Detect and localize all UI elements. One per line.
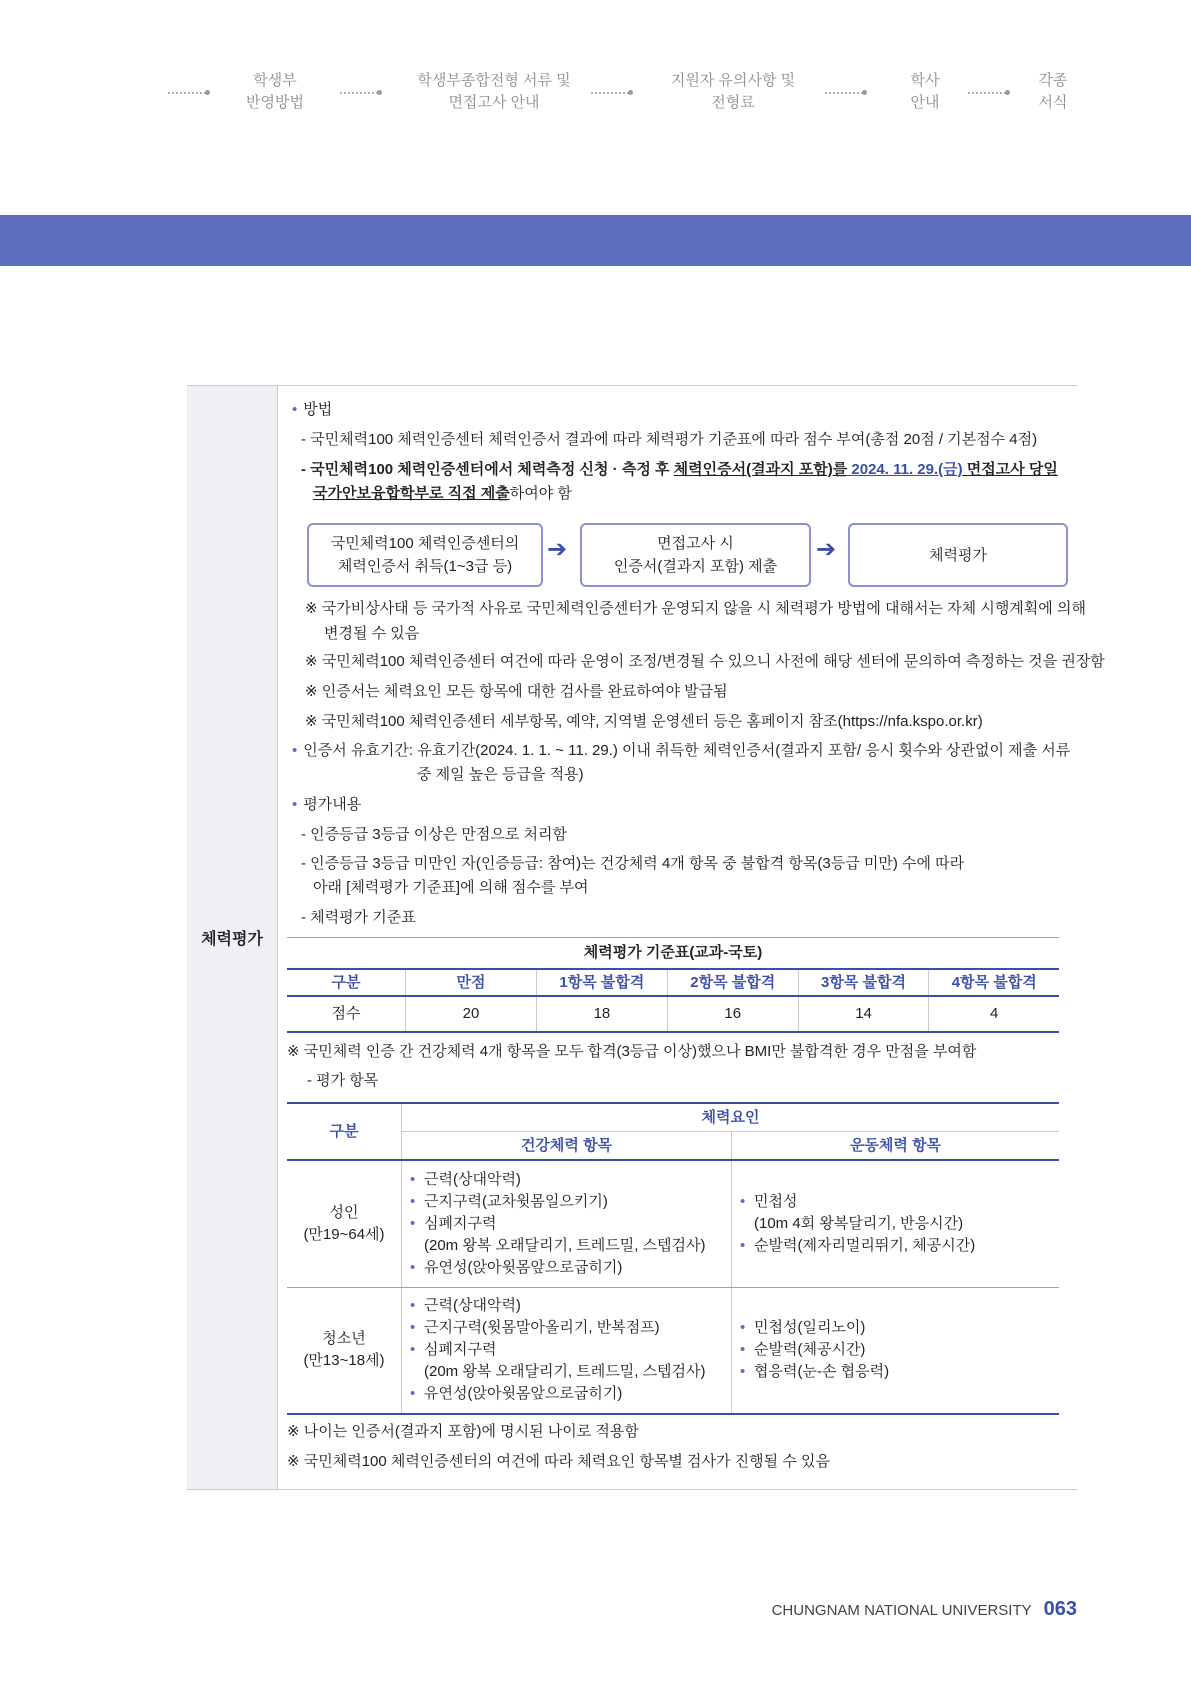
score-header-cell: 1항목 불합격 [537, 969, 668, 996]
flow-step-submit: 면접고사 시 인증서(결과지 포함) 제출 [580, 523, 811, 587]
items-table-header [287, 1103, 1059, 1132]
list-item: • 심폐지구력 (20m 왕복 오래달리기, 트레드밀, 스텝검사) [410, 1213, 723, 1257]
flow-step-certificate: 국민체력100 체력인증센터의 체력인증서 취득(1~3급 등) [307, 523, 543, 587]
score-header-cell: 2항목 불합격 [667, 969, 798, 996]
items-label: - 평가 항목 [307, 1072, 379, 1089]
items-header-health: 건강체력 항목 [402, 1132, 732, 1161]
eval-line-2: - 인증등급 3등급 미만인 자(인증등급: 참여)는 건강체력 4개 항목 중 불합격 항목(3등급 미만) 수에 따라 [301, 855, 965, 872]
note-homepage: ※ 국민체력100 체력인증센터 세부항목, 예약, 지역별 운영센터 등은 홈페이지 참조(https://nfa.kspo.or.kr) [305, 713, 983, 730]
items-health-cell [402, 1160, 732, 1287]
score-header-cell: 4항목 불합격 [929, 969, 1059, 996]
eval-line-1: - 인증등급 3등급 이상은 만점으로 처리함 [301, 826, 568, 843]
score-header-cell: 만점 [406, 969, 537, 996]
eval-line-3: - 체력평가 기준표 [301, 909, 416, 926]
nav-divider [591, 92, 629, 94]
header-band [0, 215, 1191, 266]
method-line-2: - 국민체력100 체력인증센터에서 체력측정 신청 · 측정 후 체력인증서(결과지 포함)를 2024. 11. 29.(금) 면접고사 당일 [301, 461, 1058, 478]
score-cell: 20 [406, 996, 537, 1032]
page-number: 063 [1043, 1598, 1077, 1620]
nav-divider [168, 92, 206, 94]
method-heading: • 방법 [292, 398, 332, 422]
method-line-1: - 국민체력100 체력인증센터 체력인증서 결과에 따라 체력평가 기준표에 따라 점수 부여(총점 20점 / 기본점수 4점) [301, 431, 1038, 448]
list-item: • 유연성(앉아윗몸앞으로굽히기) [410, 1257, 723, 1279]
validity-line-1: • 인증서 유효기간: 유효기간(2024. 1. 1. ~ 11. 29.) 이내 취득한 체력인증서(결과지 포함/ 응시 횟수와 상관없이 제출 서류 [292, 739, 1070, 763]
list-item: • 근지구력(윗몸말아올리기, 반복점프) [410, 1317, 723, 1339]
items-category-youth: 청소년 (만13~18세) [287, 1287, 402, 1414]
list-item: • 근력(상대악력) [410, 1295, 723, 1317]
score-header-cell: 구분 [287, 969, 406, 996]
list-item: • 협응력(눈-손 협응력) [740, 1361, 1051, 1383]
method-line-3: 국가안보융합학부로 직접 제출하여야 함 [313, 485, 572, 502]
nav-item-academic-info[interactable]: 학사 안내 [910, 72, 940, 111]
list-item: • 순발력(체공시간) [740, 1339, 1051, 1361]
note-emergency: ※ 국가비상사태 등 국가적 사유로 국민체력인증센터가 운영되지 않을 시 체력평가 방법에 대해서는 자체 시행계획에 의해 [305, 600, 1086, 617]
list-item: • 근력(상대악력) [410, 1169, 723, 1191]
list-item: • 순발력(제자리멀리뛰기, 체공시간) [740, 1235, 1051, 1257]
flow-step-evaluation: 체력평가 [848, 523, 1068, 587]
final-note-age: ※ 나이는 인증서(결과지 포함)에 명시된 나이로 적용함 [287, 1423, 639, 1440]
list-item: • 심폐지구력 (20m 왕복 오래달리기, 트레드밀, 스텝검사) [410, 1339, 723, 1383]
items-category-adult: 성인 (만19~64세) [287, 1160, 402, 1287]
list-item: • 유연성(앉아윗몸앞으로굽히기) [410, 1383, 723, 1405]
score-table-caption: 체력평가 기준표(교과-국토) [287, 937, 1059, 968]
items-health-cell [402, 1287, 732, 1414]
items-table [287, 1102, 1059, 1415]
note-issuance: ※ 인증서는 체력요인 모든 항목에 대한 검사를 완료하여야 발급됨 [305, 683, 728, 700]
table-row [287, 1287, 1059, 1414]
page-footer [772, 1598, 1077, 1621]
arrow-right-icon: ➔ [816, 536, 837, 563]
items-table-subheader [287, 1132, 1059, 1161]
items-header-gubun: 구분 [287, 1103, 402, 1160]
nav-item-forms[interactable]: 각종 서식 [1038, 72, 1068, 111]
nav-item-interview-guide[interactable]: 학생부종합전형 서류 및 면접고사 안내 [417, 72, 571, 111]
university-name: CHUNGNAM NATIONAL UNIVERSITY [771, 1602, 1032, 1619]
table-row [287, 1160, 1059, 1287]
list-item: • 민첩성(일리노이) [740, 1317, 1051, 1339]
bmi-note: ※ 국민체력 인증 간 건강체력 4개 항목을 모두 합격(3등급 이상)했으나 BMI만 불합격한 경우 만점을 부여함 [287, 1043, 977, 1060]
score-header-cell: 3항목 불합격 [798, 969, 929, 996]
score-table-header [287, 969, 1059, 996]
eval-heading: • 평가내용 [292, 793, 361, 817]
score-cell: 16 [667, 996, 798, 1032]
nav-divider [340, 92, 378, 94]
nav-divider [968, 92, 1006, 94]
table-row [287, 996, 1059, 1032]
score-table [287, 937, 1059, 1033]
nav-item-applicant-notes[interactable]: 지원자 유의사항 및 전형료 [670, 72, 796, 111]
score-cell: 4 [929, 996, 1059, 1032]
nav-item-student-record[interactable]: 학생부 반영방법 [246, 72, 304, 111]
score-cell: 점수 [287, 996, 406, 1032]
top-navigation [168, 68, 1073, 118]
section-title: 체력평가 [201, 931, 263, 948]
section-sidebar [187, 386, 278, 1489]
items-motor-cell [732, 1160, 1060, 1287]
score-cell: 14 [798, 996, 929, 1032]
fitness-section [187, 385, 1105, 1490]
validity-line-2: 중 제일 높은 등급을 적용) [417, 766, 584, 783]
items-motor-cell [732, 1287, 1060, 1414]
list-item: • 근지구력(교차윗몸일으키기) [410, 1191, 723, 1213]
section-content [277, 386, 1105, 1489]
list-item: • 민첩성 (10m 4회 왕복달리기, 반응시간) [740, 1191, 1051, 1235]
nav-divider [825, 92, 863, 94]
items-header-factor: 체력요인 [402, 1103, 1060, 1132]
items-header-motor: 운동체력 항목 [732, 1132, 1060, 1161]
eval-line-2-cont: 아래 [체력평가 기준표]에 의해 점수를 부여 [313, 879, 589, 896]
final-note-center: ※ 국민체력100 체력인증센터의 여건에 따라 체력요인 항목별 검사가 진행될 수 있음 [287, 1453, 830, 1470]
arrow-right-icon: ➔ [547, 536, 568, 563]
note-operation: ※ 국민체력100 체력인증센터 여건에 따라 운영이 조정/변경될 수 있으니 사전에 해당 센터에 문의하여 측정하는 것을 권장함 [305, 653, 1105, 670]
note-emergency-cont: 변경될 수 있음 [324, 625, 420, 642]
score-cell: 18 [537, 996, 668, 1032]
